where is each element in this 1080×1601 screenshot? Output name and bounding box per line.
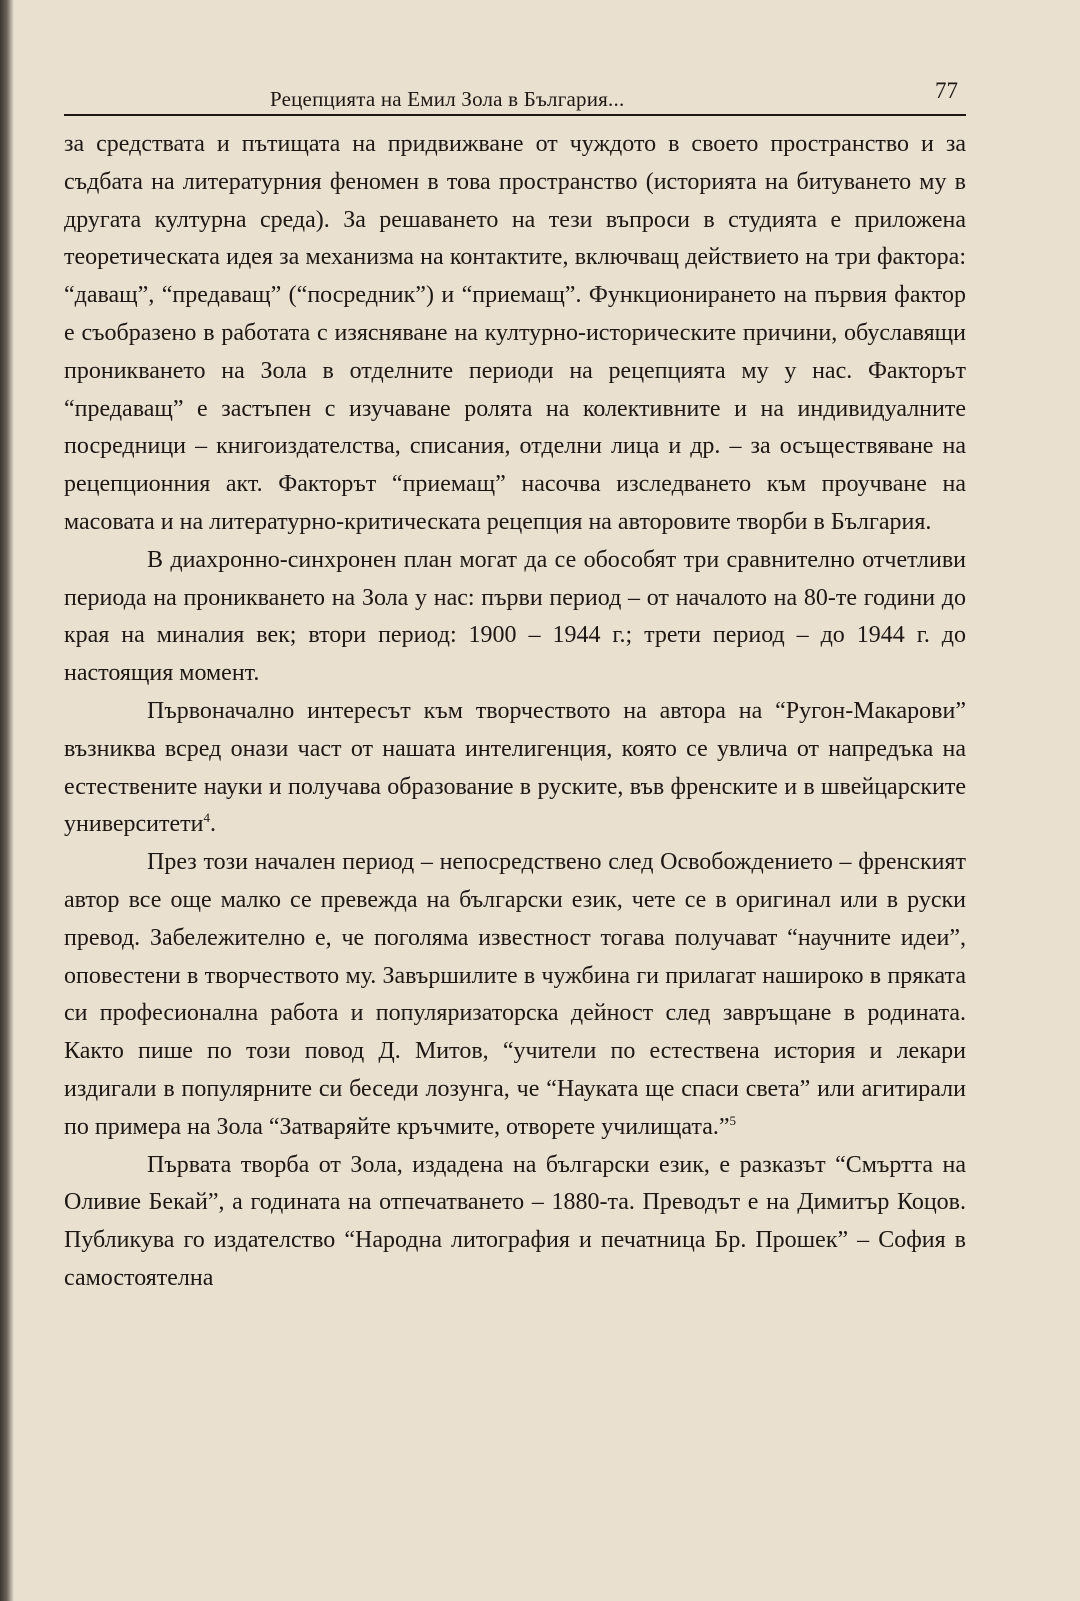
page-number: 77	[935, 78, 958, 103]
footnote-marker: 5	[729, 1112, 737, 1128]
paragraph: за средствата и пътищата на придвижване от чуждото в своето пространство и за съдбата на литературния феномен в това пространство (историята на битуването му в другата културна среда). За решаването на тези въпроси в студията е приложена теоретическата идея за механизма на контактите, включващ действието на три фактора: “даващ”, “предаващ” (“посредник”) и “приемащ”. Функционирането на първия фактор е съобразено в работата с изясняване на културно-историческите причини, обуславящи проникването на Зола в отделните периоди на рецепцията му у нас. Факторът “предаващ” е застъпен с изучаване ролята на колективните и на индивидуалните посредници – книгоиздателства, списания, отделни лица и др. – за осъществяване на рецепционния акт. Факторът “приемащ” насочва изследването към проучване на масовата и на литературно-критическата рецепция на авторовите творби в България.	[64, 131, 966, 535]
footnote-marker: 4	[203, 810, 210, 826]
paragraph: Първата творба от Зола, издадена на български език, е разказът “Смъртта на Оливие Бекай”, а годината на отпечатването – 1880-та. Преводът е на Димитър Коцов. Публикува го издателство “Народна литография и печатница Бр. Прошек” – София в самостоятелна	[64, 1151, 966, 1291]
paragraph-text: През този начален период – непосредствено след Освобождението – френският автор все още малко се превежда на български език, чете се в оригинал или в руски превод. Забележително е, че поголяма известност тогава получават “научните идеи”, оповестени в творчеството му. Завършилите в чужбина ги прилагат нашироко в пряката си професионална работа и популяризаторска дейност след завръщане в родината. Както пише по този повод Д. Митов, “учители по естествена история и лекари издигали в популярните си беседи лозунга, че “Науката ще спаси света” или агитирали по примера на Зола “Затваряйте кръчмите, отворете училищата.”	[64, 849, 966, 1140]
paragraph-text: Първоначално интересът към творчеството на автора на “Ругон-Макарови” възниква всред онази част от нашата интелигенция, която се увлича от напредъка на естествените науки и получава образование в руските, във френските и в швейцарските университети	[64, 697, 966, 838]
paragraph	[64, 693, 966, 844]
paragraph: В диахронно-синхронен план могат да се обособят три сравнително отчетливи периода на проникването на Зола у нас: първи период – от началото на 80-те години до края на миналия век; втори период: 1900 – 1944 г.; трети период – до 1944 г. до настоящия момент.	[64, 546, 966, 687]
paragraph	[64, 844, 966, 1146]
book-spine-shadow	[0, 0, 14, 1601]
paragraph-end: .	[210, 811, 216, 838]
running-header	[64, 70, 966, 116]
running-title: Рецепцията на Емил Зола в България...	[270, 87, 625, 111]
body-text	[64, 126, 966, 1298]
book-page	[64, 70, 966, 1298]
